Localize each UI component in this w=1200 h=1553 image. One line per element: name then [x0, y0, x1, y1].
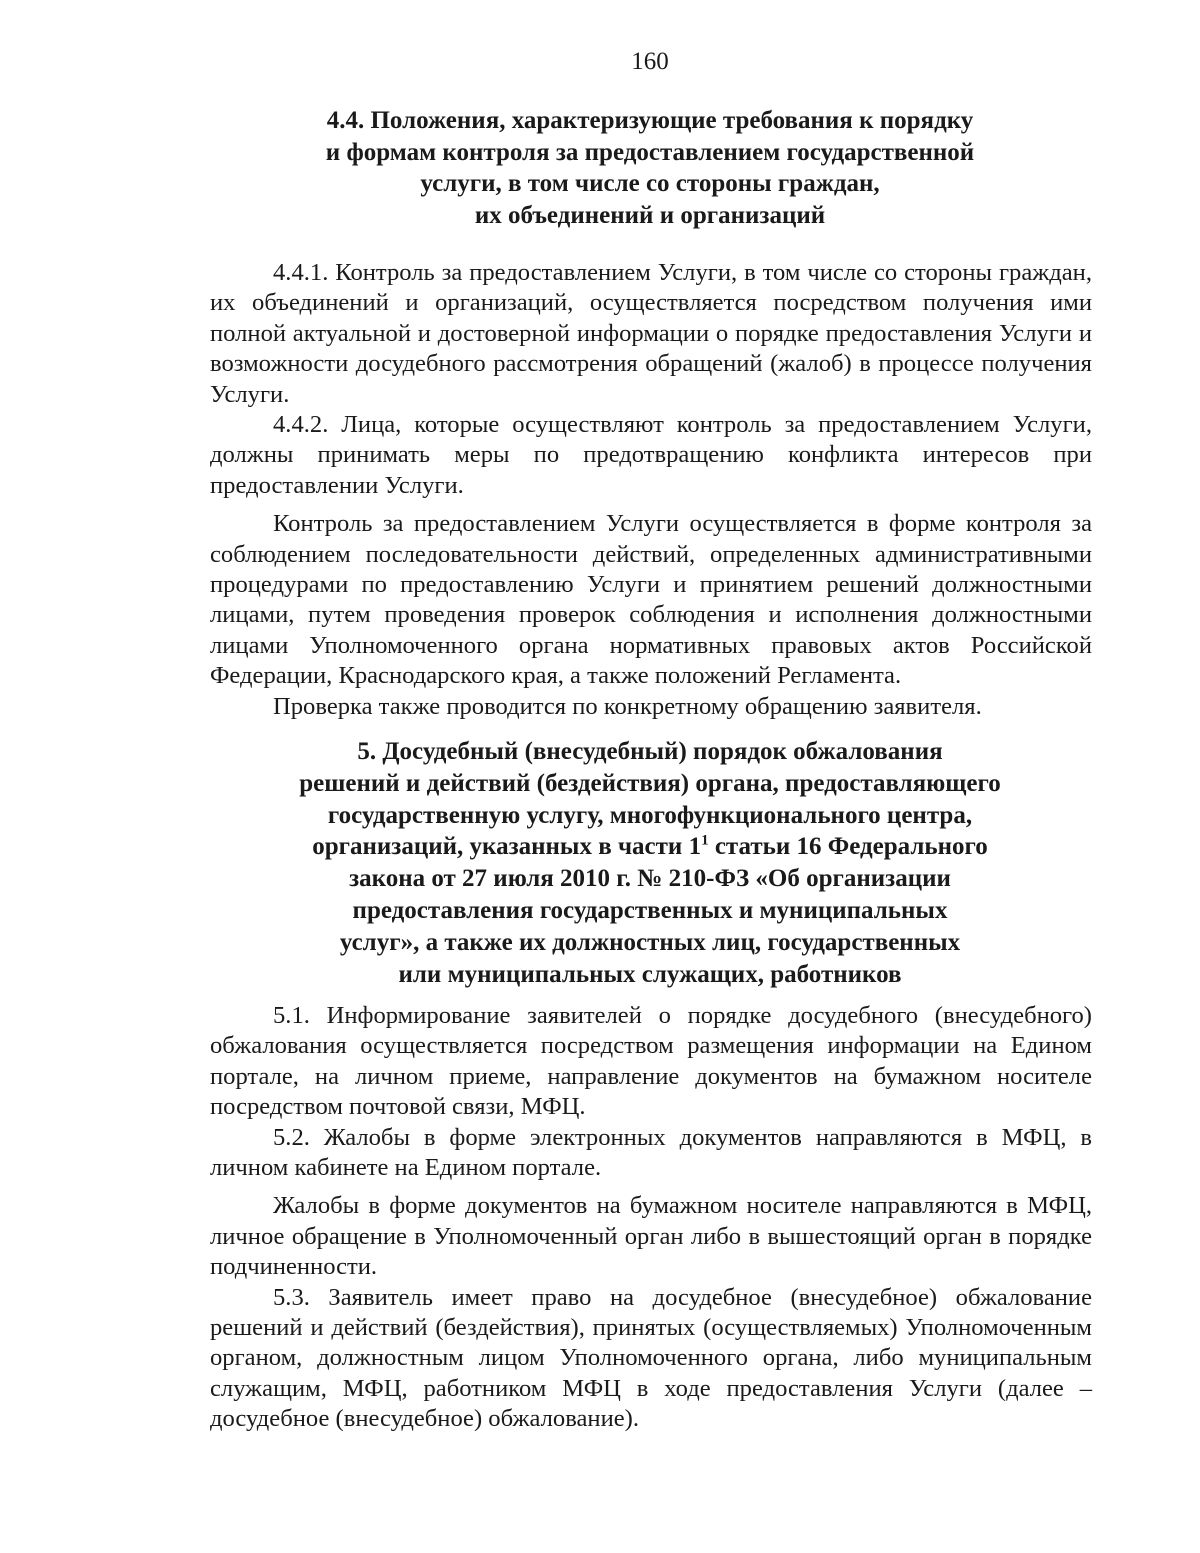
- page-number: 160: [631, 48, 669, 75]
- paragraph-4-4-1: 4.4.1. Контроль за предоставлением Услуги, в том числе со стороны граждан, их объединений и организаций, осуществляется посредством получения ими полной актуальной и достоверной информации о порядке предоставления Услуги и возможности досудебного рассмотрения обращений (жалоб) в процессе получения Услуги.: [210, 259, 1092, 408]
- heading-line-4-end: статьи 16 Федерального: [708, 833, 988, 861]
- heading-line-4-start: организаций, указанных в части 1: [312, 833, 702, 861]
- heading-line: их объединений и организаций: [474, 201, 826, 229]
- superscript: 1: [701, 833, 709, 850]
- heading-line: решений и действий (бездействия) органа, предоставляющего: [299, 769, 1001, 797]
- heading-line: 5. Досудебный (внесудебный) порядок обжалования: [357, 738, 943, 765]
- heading-line: 4.4. Положения, характеризующие требования к порядку: [326, 107, 974, 134]
- paragraph-inspection: Проверка также проводится по конкретному обращению заявителя.: [273, 692, 982, 720]
- heading-line: или муниципальных служащих, работников: [398, 960, 902, 988]
- section-4-4-heading: [210, 105, 1090, 231]
- paragraph-5-2: 5.2. Жалобы в форме электронных документов направляются в МФЦ, в личном кабинете на Едином портале.: [210, 1123, 1092, 1182]
- heading-line: закона от 27 июля 2010 г. № 210-ФЗ «Об организации: [349, 865, 951, 893]
- heading-line: и формам контроля за предоставлением государственной: [325, 138, 975, 166]
- paragraph-4-4-2: 4.4.2. Лица, которые осуществляют контроль за предоставлением Услуги, должны принимать меры по предотвращению конфликта интересов при предоставлении Услуги.: [210, 411, 1092, 499]
- paragraph-control-form: Контроль за предоставлением Услуги осуществляется в форме контроля за соблюдением последовательности действий, определенных административными процедурами по предоставлению Услуги и принятием решений должностными лицами, путем проведения проверок соблюдения и исполнения должностными лицами Уполномоченного органа нормативных правовых актов Российской Федерации, Краснодарского края, а также положений Регламента.: [210, 510, 1092, 690]
- heading-line: государственную услугу, многофункционального центра,: [327, 801, 973, 829]
- heading-line: [210, 831, 1090, 863]
- paragraph-paper-complaints: Жалобы в форме документов на бумажном носителе направляются в МФЦ, личное обращение в Уполномоченный орган либо в вышестоящий орган в порядке подчиненности.: [210, 1192, 1092, 1281]
- heading-line: услуги, в том числе со стороны граждан,: [420, 170, 880, 197]
- paragraph-5-1: 5.1. Информирование заявителей о порядке досудебного (внесудебного) обжалования осуществляется посредством размещения информации на Едином портале, на личном приеме, направление документов на бумажном носителе посредством почтовой связи, МФЦ.: [210, 1002, 1092, 1121]
- section-4-4-body: [210, 258, 1092, 722]
- section-5-heading: [210, 736, 1090, 990]
- paragraph-5-3: 5.3. Заявитель имеет право на досудебное (внесудебное) обжалование решений и действий (бездействия), принятых (осуществляемых) Уполномоченным органом, должностным лицом Уполномоченного органа, либо муниципальным служащим, МФЦ, работником МФЦ в ходе предоставления Услуги (далее – досудебное (внесудебное) обжалование).: [210, 1283, 1092, 1433]
- heading-line: предоставления государственных и муниципальных: [352, 896, 948, 924]
- section-5-body: [210, 1001, 1092, 1435]
- heading-line: услуг», а также их должностных лиц, государственных: [339, 928, 961, 956]
